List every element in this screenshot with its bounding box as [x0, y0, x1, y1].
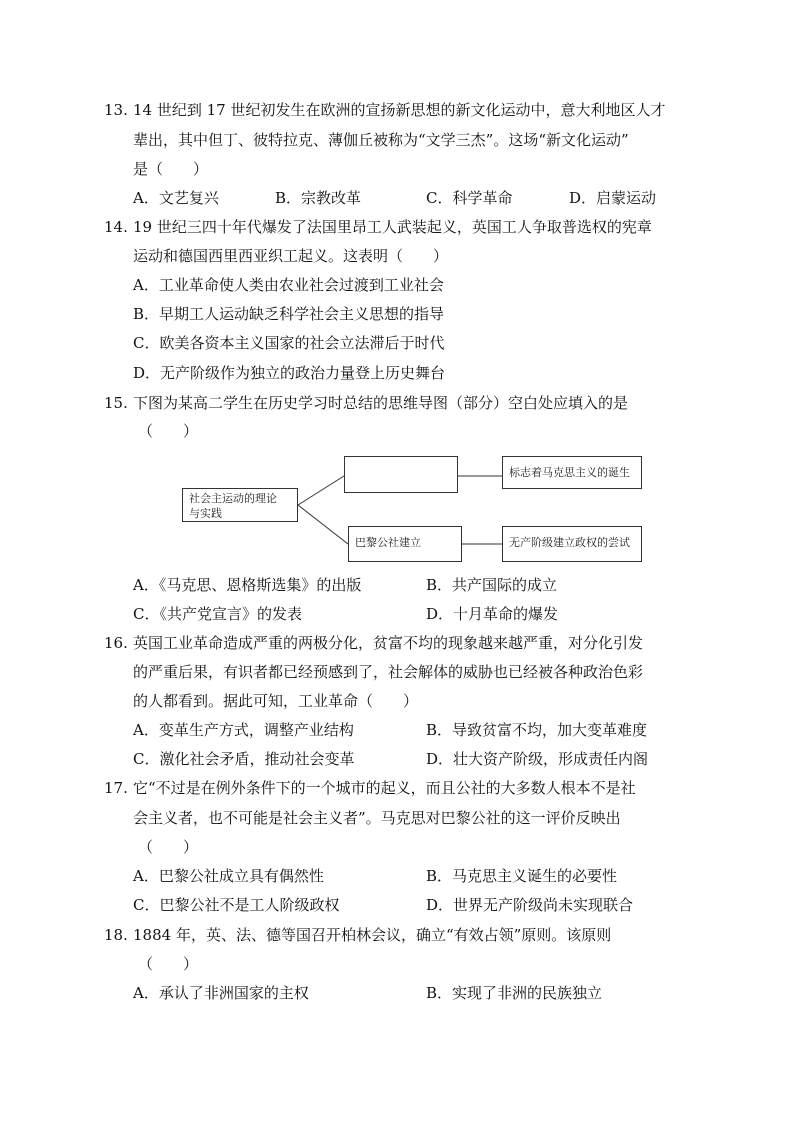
- option-c[interactable]: C．巴黎公社不是工人阶级政权: [133, 896, 340, 914]
- question-text: 它“不过是在例外条件下的一个城市的起义，而且公社的大多数人根本不是社: [133, 779, 636, 797]
- question-number: 14.: [104, 218, 128, 236]
- root-line-1: 社会主运动的理论: [189, 492, 277, 505]
- question-text: 会主义者，也不可能是社会主义者”。马克思对巴黎公社的这一评价反映出: [133, 809, 621, 827]
- question-text: 下图为某高二学生在历史学习时总结的思维导图（部分）空白处应填入的是: [133, 394, 629, 412]
- question-text: （ ）: [138, 955, 199, 973]
- question-text: （ ）: [138, 422, 199, 440]
- option-d[interactable]: D．十月革命的爆发: [426, 605, 559, 623]
- mind-map-root: [182, 488, 298, 522]
- option-c[interactable]: C．科学革命: [426, 189, 513, 207]
- question-text: 运动和德国西里西亚织工起义。这表明（ ）: [133, 247, 449, 265]
- question-text: （ ）: [138, 838, 199, 856]
- question-text: 的严重后果，有识者都已经预感到了，社会解体的威胁也已经被各种政治色彩: [133, 663, 644, 681]
- question-number: 17.: [104, 779, 128, 797]
- mind-map-top-right: 标志着马克思主义的诞生: [502, 456, 642, 489]
- question-text: 是（ ）: [133, 160, 209, 178]
- question-number: 13.: [104, 101, 128, 119]
- question-number: 15.: [104, 394, 128, 412]
- option-d[interactable]: D．壮大资产阶级，形成责任内阁: [426, 750, 649, 768]
- option-b[interactable]: B．宗教改革: [275, 189, 362, 207]
- question-text: 19 世纪三四十年代爆发了法国里昂工人武装起义，英国工人争取普选权的宪章: [133, 218, 652, 236]
- question-text: 14 世纪到 17 世纪初发生在欧洲的宣扬新思想的新文化运动中，意大利地区人才: [133, 101, 666, 119]
- blank-answer-box: [344, 456, 458, 493]
- option-b[interactable]: B．导致贫富不均，加大变革难度: [426, 721, 648, 739]
- option-b[interactable]: B．早期工人运动缺乏科学社会主义思想的指导: [133, 305, 445, 323]
- option-a[interactable]: A．巴黎公社成立具有偶然性: [133, 867, 324, 885]
- option-b[interactable]: B．马克思主义诞生的必要性: [426, 867, 618, 885]
- option-a[interactable]: A．变革生产方式，调整产业结构: [133, 721, 354, 739]
- option-c[interactable]: C．激化社会矛盾，推动社会变革: [133, 750, 355, 768]
- question-number: 18.: [104, 926, 128, 944]
- option-d[interactable]: D．无产阶级作为独立的政治力量登上历史舞台: [133, 364, 446, 382]
- question-text: 辈出，其中但丁、彼特拉克、薄伽丘被称为“文学三杰”。这场“新文化运动”: [133, 131, 629, 149]
- option-a[interactable]: A．文艺复兴: [133, 189, 219, 207]
- question-text: 英国工业革命造成严重的两极分化，贫富不均的现象越来越严重，对分化引发: [133, 634, 644, 652]
- question-text: 1884 年，英、法、德等国召开柏林会议，确立“有效占领”原则。该原则: [133, 926, 612, 944]
- option-a[interactable]: A．承认了非洲国家的主权: [133, 984, 309, 1002]
- option-d[interactable]: D．世界无产阶级尚未实现联合: [426, 896, 634, 914]
- question-text: 的人都看到。据此可知，工业革命（ ）: [133, 692, 419, 710]
- option-c[interactable]: C．《共产党宣言》的发表: [133, 605, 302, 623]
- mind-map-bottom-right: 无产阶级建立政权的尝试: [502, 526, 642, 562]
- question-number: 16.: [104, 634, 128, 652]
- option-a[interactable]: A．《马克思、恩格斯选集》的出版: [133, 576, 362, 594]
- option-b[interactable]: B．共产国际的成立: [426, 576, 558, 594]
- option-d[interactable]: D．启蒙运动: [569, 189, 657, 207]
- mind-map-bottom-middle: 巴黎公社建立: [348, 526, 462, 562]
- root-line-2: 与实践: [189, 507, 222, 520]
- mind-map-diagram: [170, 448, 650, 568]
- option-c[interactable]: C．欧美各资本主义国家的社会立法滞后于时代: [133, 334, 445, 352]
- option-a[interactable]: A．工业革命使人类由农业社会过渡到工业社会: [133, 276, 444, 294]
- option-b[interactable]: B．实现了非洲的民族独立: [426, 984, 603, 1002]
